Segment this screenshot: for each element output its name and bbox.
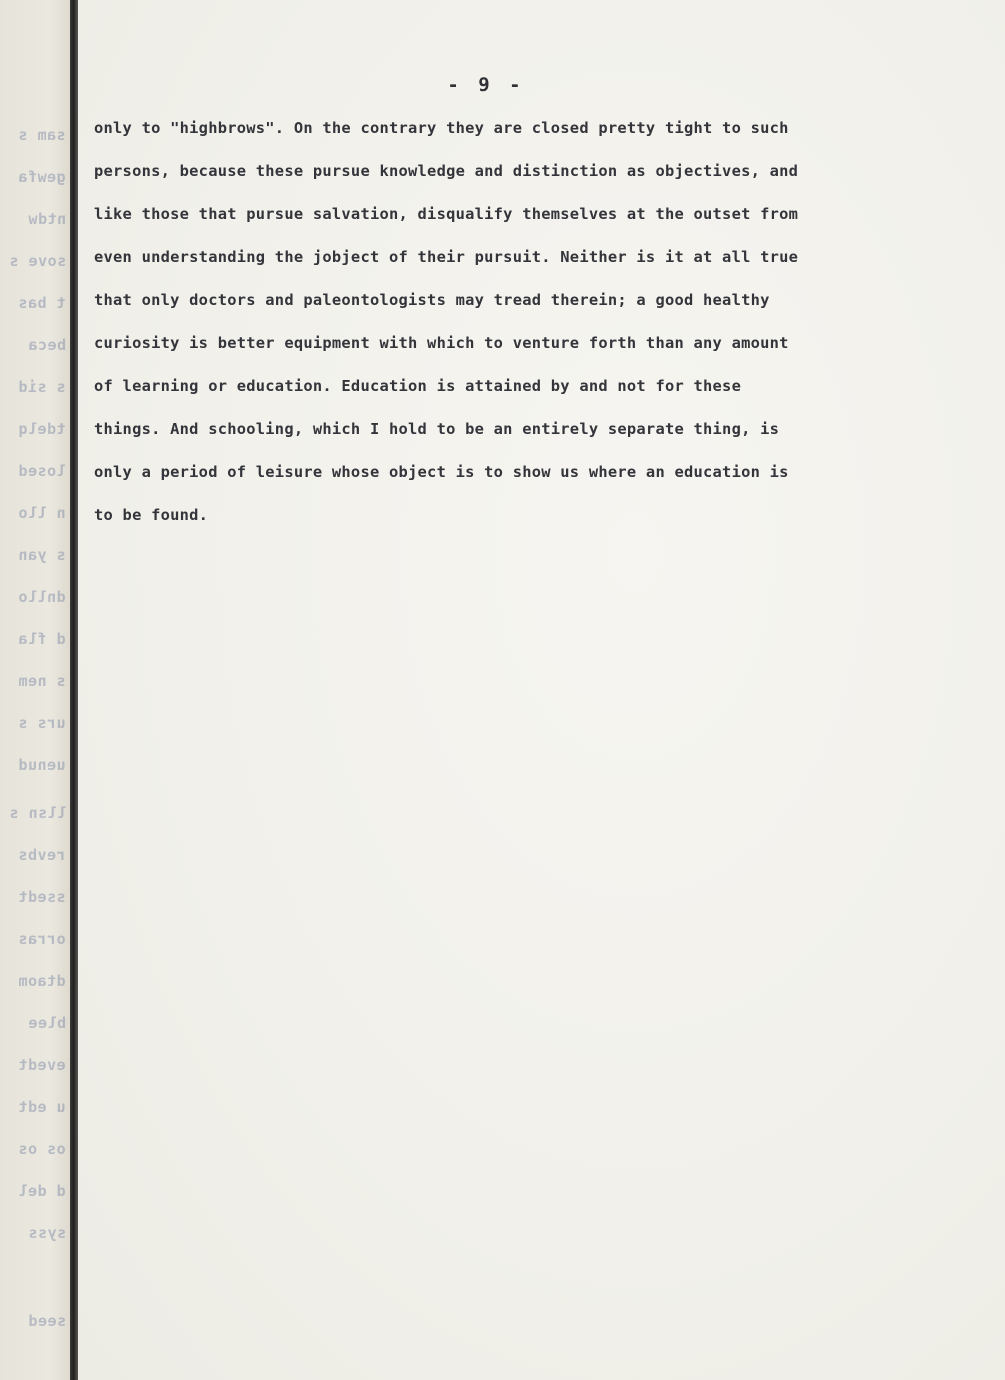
text-line: only a period of leisure whose object is to show us where an education is: [94, 463, 789, 481]
text-line: even understanding the jobject of their pursuit. Neither is it at all true: [94, 248, 799, 266]
text-line: like those that pursue salvation, disqualify themselves at the outset from: [94, 205, 799, 223]
text-line: curiosity is better equipment with which to venture forth than any amount: [94, 334, 789, 352]
text-line: of learning or education. Education is attained by and not for these: [94, 377, 742, 395]
previous-page-edge: sam s gewfa ntdw sove s t bas beca s sid tdelq losed n llo s yan dnllo d fla s nem urs s uenud llsn s revbs ssedt orras dtaom blee evedt u edt os os d del syss seed: [0, 0, 72, 1380]
text-line: only to "highbrows". On the contrary they are closed pretty tight to such: [94, 119, 789, 137]
text-line: things. And schooling, which I hold to be an entirely separate thing, is: [94, 420, 780, 438]
text-line: persons, because these pursue knowledge and distinction as objectives, and: [94, 162, 799, 180]
page-number: - 9 -: [447, 74, 525, 96]
document-page: [78, 0, 1005, 1380]
text-line: that only doctors and paleontologists may tread therein; a good healthy: [94, 291, 770, 309]
body-text: [94, 112, 994, 542]
text-line: to be found.: [94, 506, 209, 524]
book-binding: [70, 0, 78, 1380]
